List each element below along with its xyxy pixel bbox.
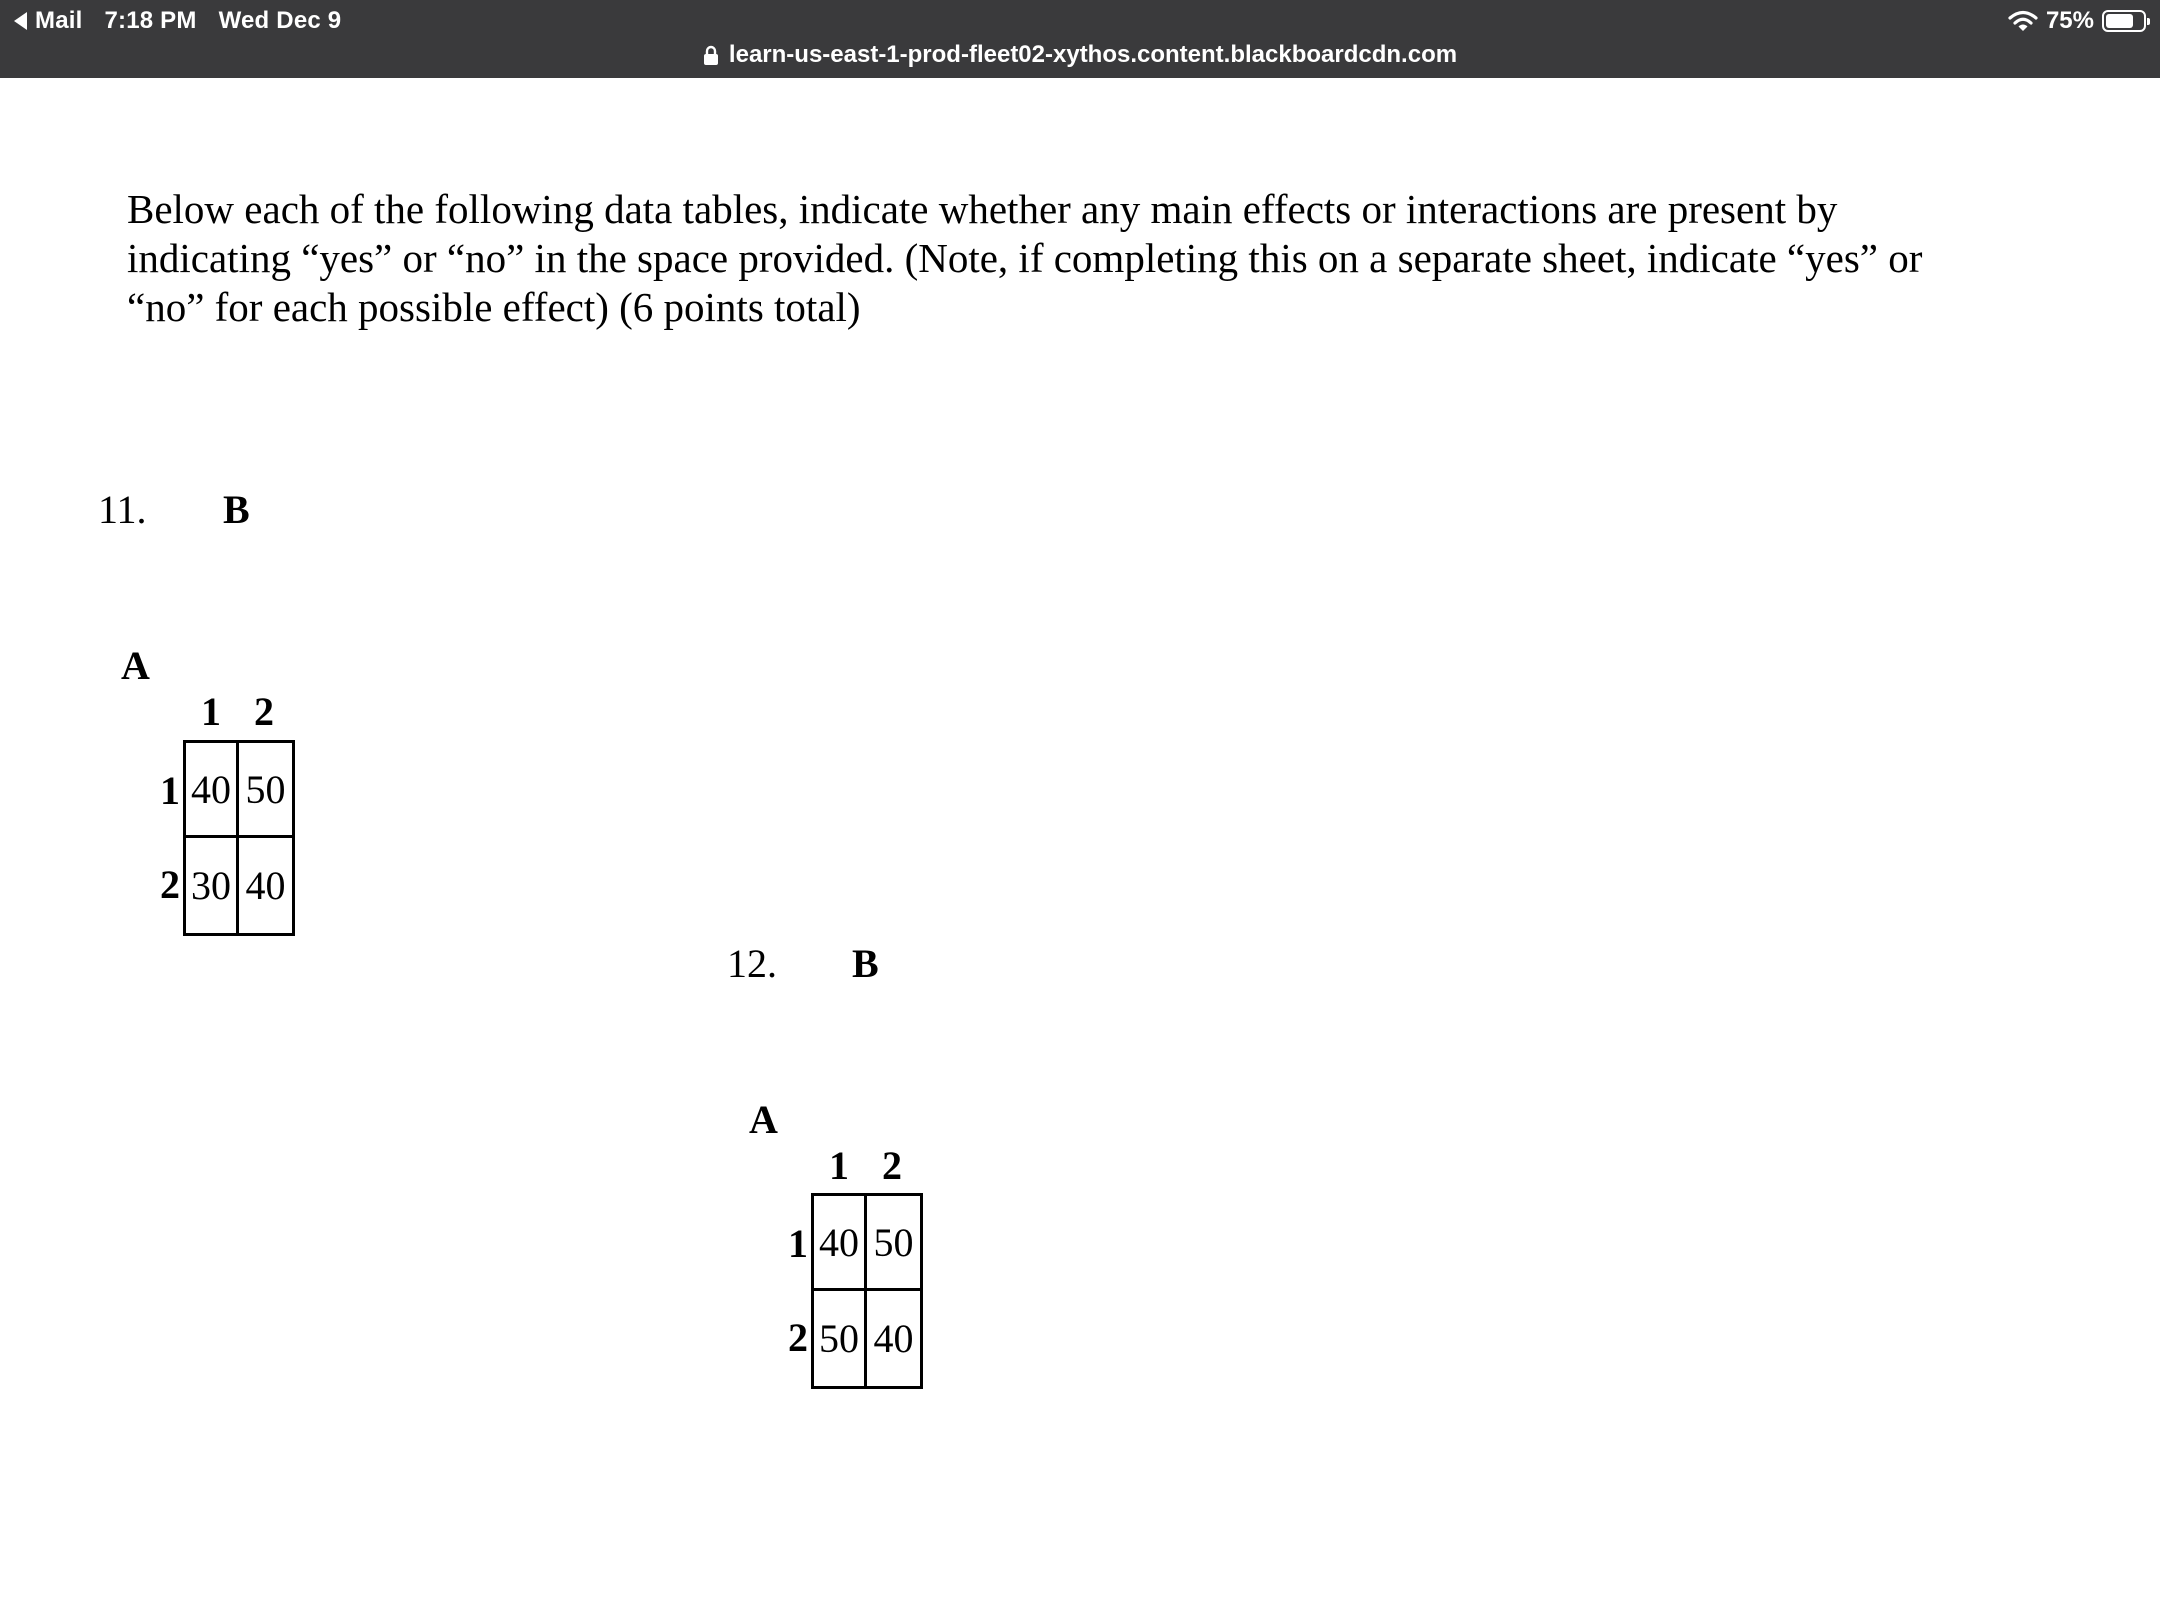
page-url[interactable]: learn-us-east-1-prod-fleet02-xythos.content.blackboardcdn.com	[728, 41, 1458, 68]
column-label-2: 2	[254, 689, 274, 734]
table-cell: 40	[873, 1316, 914, 1361]
address-bar[interactable]	[0, 38, 2160, 72]
browser-top-bar	[0, 0, 2160, 78]
factor-b-label: B	[223, 487, 250, 532]
instructions-text: Below each of the following data tables, indicate whether any main effects or interactions are present by indicating “yes” or “no” in the space provided. (Note, if completing this on a separate sheet, indicate “yes” or “no” for each possible effect) (6 points total)	[127, 186, 1923, 330]
column-label-1: 1	[829, 1143, 849, 1188]
wifi-icon	[2008, 10, 2038, 32]
battery-level-fill	[2106, 14, 2133, 28]
table-cell: 30	[186, 838, 239, 933]
data-table	[811, 1193, 923, 1389]
table-cell: 40	[186, 743, 239, 838]
factor-a-label: A	[749, 1097, 778, 1142]
status-time: 7:18 PM	[104, 7, 197, 34]
data-table	[183, 740, 295, 936]
table-cell: 50	[814, 1291, 867, 1386]
column-label-1: 1	[201, 689, 221, 734]
factor-a-label: A	[121, 643, 150, 688]
back-arrow-icon[interactable]	[14, 12, 27, 30]
row-label-2: 2	[788, 1315, 808, 1360]
battery-percent: 75%	[2045, 7, 2094, 34]
lock-icon	[703, 45, 719, 65]
status-date: Wed Dec 9	[218, 7, 342, 34]
question-number: 11.	[98, 487, 147, 532]
question-number: 12.	[727, 941, 777, 986]
row-label-1: 1	[788, 1221, 808, 1266]
status-bar-right	[2008, 4, 2146, 38]
status-bar-left	[14, 4, 341, 38]
back-to-app-link[interactable]: Mail	[35, 7, 83, 34]
factor-b-label: B	[852, 941, 879, 986]
table-cell: 50	[239, 743, 292, 838]
table-cell: 40	[245, 863, 286, 908]
column-label-2: 2	[882, 1143, 902, 1188]
battery-icon	[2102, 10, 2146, 32]
table-cell: 40	[814, 1196, 867, 1291]
battery-nub	[2147, 18, 2150, 25]
table-cell: 50	[867, 1196, 920, 1291]
row-label-2: 2	[160, 862, 180, 907]
row-label-1: 1	[160, 768, 180, 813]
